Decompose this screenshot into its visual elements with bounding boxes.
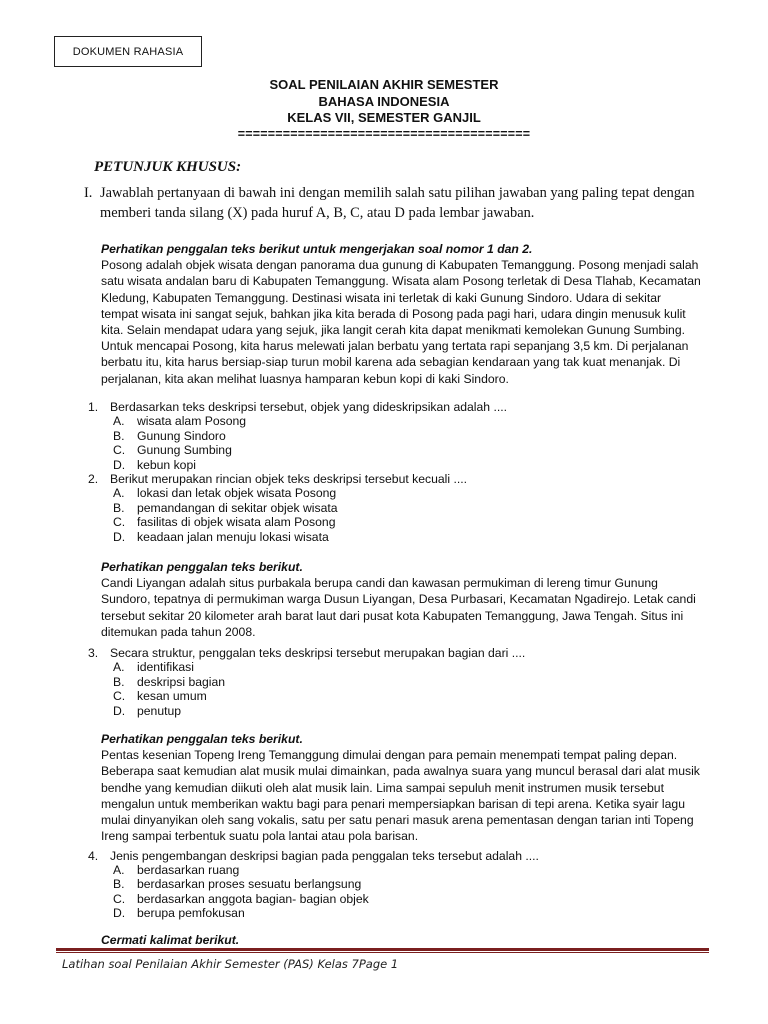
option-text: berupa pemfokusan	[137, 906, 245, 920]
option-letter: D.	[113, 458, 126, 472]
instruction-text: Jawablah pertanyaan di bawah ini dengan memilih salah satu pilihan jawaban yang paling tepat dengan memberi tanda silang (X) pada huruf A, B, C, atau D pada lembar jawaban.	[100, 185, 695, 221]
option-letter: A.	[113, 486, 125, 500]
instructions-heading: PETUNJUK KHUSUS:	[94, 159, 242, 175]
footer-divider-thick	[56, 948, 709, 951]
option-text: Gunung Sumbing	[137, 443, 232, 457]
option-text: deskripsi bagian	[137, 675, 226, 689]
option-letter: D.	[113, 530, 126, 544]
option-text: lokasi dan letak objek wisata Posong	[137, 486, 337, 500]
question-text: Jenis pengembangan deskripsi bagian pada penggalan teks tersebut adalah ....	[110, 849, 539, 863]
passage-topeng-ireng	[101, 731, 701, 844]
option-text: pemandangan di sekitar objek wisata	[137, 501, 338, 515]
option-letter: C.	[113, 689, 126, 703]
option-text: kesan umum	[137, 689, 207, 703]
instruction-number: I.	[84, 185, 93, 201]
header-divider: =======================================	[237, 127, 531, 141]
option-letter: A.	[113, 863, 125, 877]
footer-divider-thin	[56, 952, 709, 953]
option-text: berdasarkan ruang	[137, 863, 240, 877]
option-letter: B.	[113, 675, 125, 689]
option-letter: A.	[113, 660, 125, 674]
passage-posong	[101, 241, 701, 387]
option-letter: B.	[113, 429, 125, 443]
passage-text: Posong adalah objek wisata dengan panorama dua gunung di Kabupaten Temanggung. Posong menjadi salah satu wisata andalan baru di Kabupaten Temanggung. Wisata alam Posong terletak di Desa Tlahab, Kecamatan Kledung, Kabupaten Temanggung. Destinasi wisata ini terletak di kaki Gunung Sindoro. Udara di sekitar tempat wisata ini sangat sejuk, bahkan jika kita berada di Posong pada pagi hari, udara dingin menusuk kulit kita. Selain mendapat udara yang sejuk, jika langit cerah kita dapat menikmati kemolekan Gunung Sumbing. Untuk mencapai Posong, kita harus melewati jalan berbatu yang tertata rapi sepanjang 3,5 km. Di perjalanan berbatu itu, kita harus bersiap-siap turun mobil karena ada sebagian kendaraan yang tak kuat menanjak. Di perjalanan, kita akan melihat luasnya hamparan kebun kopi di kaki Sindoro.	[101, 258, 701, 386]
option-text: keadaan jalan menuju lokasi wisata	[137, 530, 329, 544]
option-text: wisata alam Posong	[137, 414, 247, 428]
page-footer: Latihan soal Penilaian Akhir Semester (PAS) Kelas 7Page 1	[62, 957, 399, 971]
option-letter: C.	[113, 515, 126, 529]
passage-text: Pentas kesenian Topeng Ireng Temanggung dimulai dengan para pemain menempati tempat paling depan. Beberapa saat kemudian alat musik mulai dimainkan, pada awalnya suara yang muncul berasal dari alat musik bendhe yang kemudian diikuti oleh alat musik lain. Lima sampai sepuluh menit instrumen musik tersebut mengalun untuk memberikan waktu bagi para penari mempersiapkan barisan di tepi arena. Ketika syair lagu mulai dinyanyikan oleh sang vokalis, satu per satu penari masuk arena pementasan dengan tarian inti Topeng Ireng sampai terbentuk suatu pola lantai atau pola barisan.	[101, 748, 700, 844]
question-number: 3.	[88, 646, 99, 660]
option-text: identifikasi	[137, 660, 194, 674]
option-text: penutup	[137, 704, 182, 718]
question-text: Berdasarkan teks deskripsi tersebut, objek yang dideskripsikan adalah ....	[110, 400, 507, 414]
next-section-lead: Cermati kalimat berikut.	[101, 933, 240, 947]
stamp-label: DOKUMEN RAHASIA	[72, 45, 184, 58]
option-text: kebun kopi	[137, 458, 196, 472]
class-title: KELAS VII, SEMESTER GANJIL	[287, 110, 481, 125]
passage-liyangan	[101, 559, 701, 640]
option-text: Gunung Sindoro	[137, 429, 226, 443]
passage-lead: Perhatikan penggalan teks berikut.	[101, 560, 303, 574]
question-text: Berikut merupakan rincian objek teks deskripsi tersebut kecuali ....	[110, 472, 467, 486]
option-text: berdasarkan proses sesuatu berlangsung	[137, 877, 362, 891]
subject-title: BAHASA INDONESIA	[318, 94, 450, 109]
option-letter: C.	[113, 443, 126, 457]
question-text: Secara struktur, penggalan teks deskripsi tersebut merupakan bagian dari ....	[110, 646, 526, 660]
passage-lead: Perhatikan penggalan teks berikut untuk mengerjakan soal nomor 1 dan 2.	[101, 242, 533, 256]
confidential-stamp	[54, 36, 202, 67]
option-letter: D.	[113, 906, 126, 920]
question-number: 1.	[88, 400, 99, 414]
option-letter: A.	[113, 414, 125, 428]
option-text: berdasarkan anggota bagian- bagian objek	[137, 892, 369, 906]
option-letter: C.	[113, 892, 126, 906]
passage-text: Candi Liyangan adalah situs purbakala berupa candi dan kawasan permukiman di lereng timur Gunung Sundoro, tepatnya di permukiman warga Dusun Liyangan, Desa Purbasari, Kecamatan Ngadirejo. Letak candi tersebut sekitar 20 kilometer arah barat laut dari pusat kota Kabupaten Temanggung, Jawa Tengah. Situs ini ditemukan pada tahun 2008.	[101, 576, 696, 639]
option-text: fasilitas di objek wisata alam Posong	[137, 515, 336, 529]
question-number: 2.	[88, 472, 99, 486]
option-letter: B.	[113, 877, 125, 891]
option-letter: D.	[113, 704, 126, 718]
passage-lead: Perhatikan penggalan teks berikut.	[101, 732, 303, 746]
question-number: 4.	[88, 849, 99, 863]
option-letter: B.	[113, 501, 125, 515]
exam-title: SOAL PENILAIAN AKHIR SEMESTER	[269, 77, 499, 92]
